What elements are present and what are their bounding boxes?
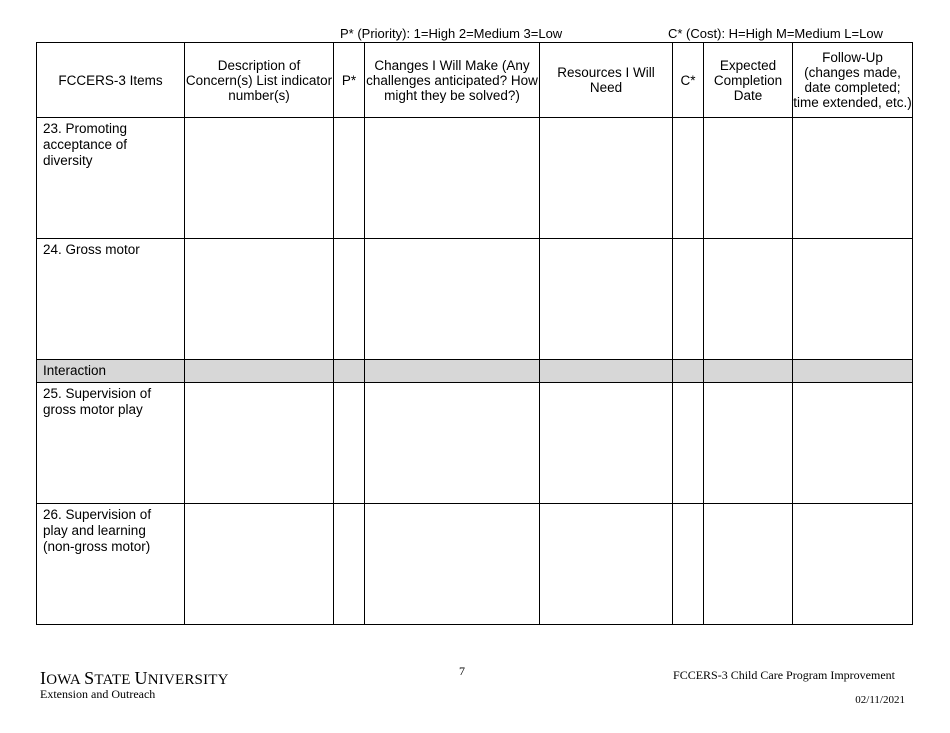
header-fccers-items: FCCERS-3 Items [37, 43, 185, 118]
item-label: 26. Supervision of play and learning (non-gross motor) [37, 504, 185, 625]
header-changes: Changes I Will Make (Any challenges anticipated? How might they be solved?) [365, 43, 540, 118]
changes-cell[interactable] [365, 383, 540, 504]
section-row-interaction [37, 360, 913, 383]
table-row [37, 118, 913, 239]
description-cell[interactable] [185, 504, 334, 625]
changes-cell[interactable] [365, 239, 540, 360]
section-cell [704, 360, 793, 383]
resources-cell[interactable] [540, 383, 673, 504]
follow-up-cell[interactable] [793, 383, 913, 504]
completion-date-cell[interactable] [704, 239, 793, 360]
section-cell [334, 360, 365, 383]
table-row [37, 239, 913, 360]
priority-legend: P* (Priority): 1=High 2=Medium 3=Low [340, 26, 563, 41]
priority-cell[interactable] [334, 383, 365, 504]
table-row [37, 383, 913, 504]
section-cell [540, 360, 673, 383]
follow-up-cell[interactable] [793, 118, 913, 239]
section-cell [673, 360, 704, 383]
completion-date-cell[interactable] [704, 118, 793, 239]
priority-cell[interactable] [334, 504, 365, 625]
completion-date-cell[interactable] [704, 504, 793, 625]
header-follow-up: Follow-Up (changes made, date completed; time extended, etc.) [793, 43, 913, 118]
header-row [37, 43, 913, 118]
resources-cell[interactable] [540, 239, 673, 360]
item-label: 23. Promoting acceptance of diversity [37, 118, 185, 239]
header-description: Description of Concern(s) List indicator number(s) [185, 43, 334, 118]
improvement-plan-table [36, 42, 913, 625]
priority-cell[interactable] [334, 118, 365, 239]
description-cell[interactable] [185, 239, 334, 360]
section-cell [793, 360, 913, 383]
item-label: 25. Supervision of gross motor play [37, 383, 185, 504]
header-resources: Resources I Will Need [540, 43, 673, 118]
changes-cell[interactable] [365, 118, 540, 239]
document-date: 02/11/2021 [855, 694, 905, 706]
document-title: FCCERS-3 Child Care Program Improvement [673, 668, 895, 682]
resources-cell[interactable] [540, 504, 673, 625]
header-completion-date: Expected Completion Date [704, 43, 793, 118]
cost-legend: C* (Cost): H=High M=Medium L=Low [668, 26, 883, 41]
section-cell [185, 360, 334, 383]
description-cell[interactable] [185, 383, 334, 504]
header-cost: C* [673, 43, 704, 118]
university-logo [40, 670, 229, 701]
description-cell[interactable] [185, 118, 334, 239]
section-label: Interaction [37, 360, 185, 383]
item-label: 24. Gross motor [37, 239, 185, 360]
cost-cell[interactable] [673, 239, 704, 360]
page-number: 7 [459, 664, 465, 678]
header-priority: P* [334, 43, 365, 118]
follow-up-cell[interactable] [793, 504, 913, 625]
follow-up-cell[interactable] [793, 239, 913, 360]
section-cell [365, 360, 540, 383]
priority-cell[interactable] [334, 239, 365, 360]
cost-cell[interactable] [673, 383, 704, 504]
completion-date-cell[interactable] [704, 383, 793, 504]
cost-cell[interactable] [673, 504, 704, 625]
logo-main-text: IOWA STATE UNIVERSITY [40, 668, 229, 688]
logo-sub-text: Extension and Outreach [40, 687, 156, 701]
changes-cell[interactable] [365, 504, 540, 625]
cost-cell[interactable] [673, 118, 704, 239]
resources-cell[interactable] [540, 118, 673, 239]
table-row [37, 504, 913, 625]
